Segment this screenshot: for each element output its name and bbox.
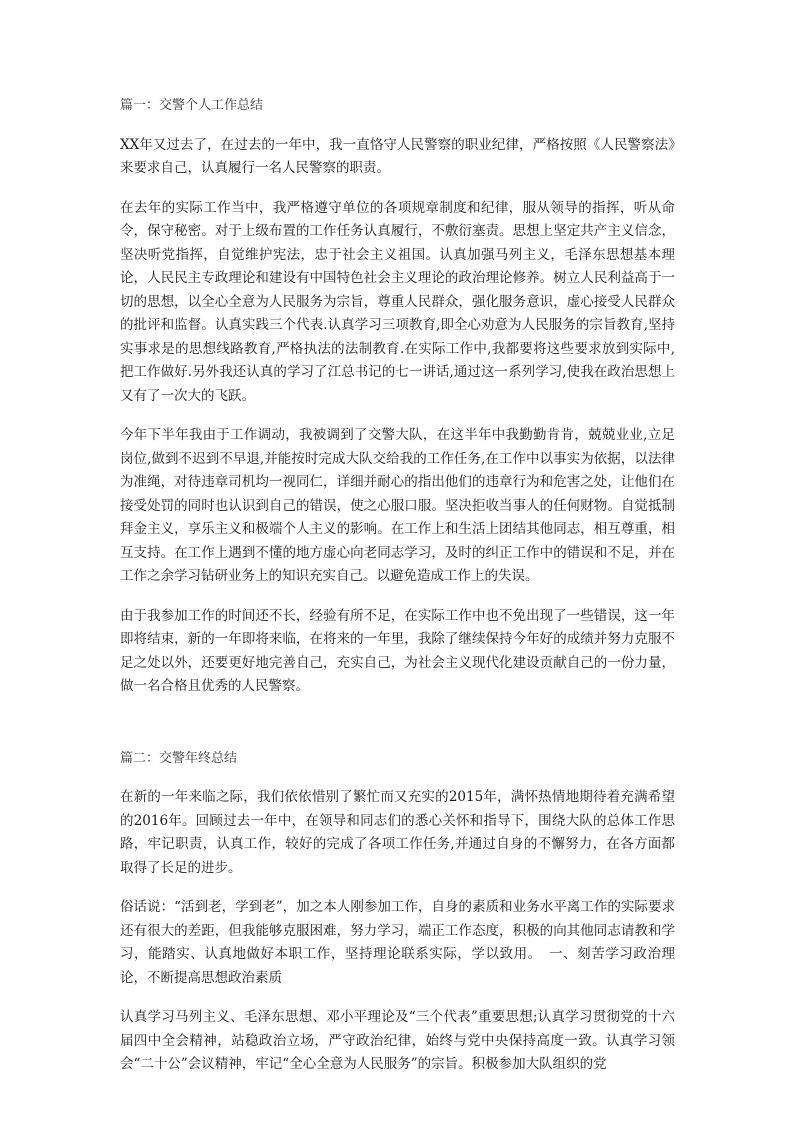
- paragraph-1-3: 今年下半年我由于工作调动，我被调到了交警大队，在这半年中我勤勤肯肯，兢兢业业,立足岗位,做到不迟到不早退,并能按时完成大队交给我的工作任务,在工作中以事实为依据，以法律为准绳，对待违章司机均一视同仁，详细并耐心的指出他们的违章行为和危害之处，让他们在接受处罚的同时也认识到自己的错误，使之心服口服。坚决拒收当事人的任何财物。自觉抵制拜金主义，享乐主义和极端个人主义的影响。在工作上和生活上团结其他同志，相互尊重，相互支持。在工作上遇到不懂的地方虚心向老同志学习，及时的纠正工作中的错误和不足，并在工作之余学习钻研业务上的知识充实自己。以避免造成工作上的失误。: [120, 427, 675, 584]
- document-page: [120, 94, 675, 1077]
- paragraph-1-2: 在去年的实际工作当中，我严格遵守单位的各项规章制度和纪律，服从领导的指挥，听从命令，保守秘密。对于上级布置的工作任务认真履行，不敷衍塞责。思想上坚定共产主义信念，坚决听党指挥，自觉维护宪法，忠于社会主义祖国。认真加强马列主义，毛泽东思想基本理论，人民民主专政理论和建设有中国特色社会主义理论的政治理论修养。树立人民利益高于一切的思想，以全心全意为人民服务为宗旨，尊重人民群众，强化服务意识，虚心接受人民群众的批评和监督。认真实践三个代表.认真学习三项教育,即全心劝意为人民服务的宗旨教育,坚持实事求是的思想线路教育,严格执法的法制教育.在实际工作中,我都要将这些要求放到实际中,把工作做好.另外我还认真的学习了江总书记的七一讲话,通过这一系列学习,使我在政治思想上又有了一次大的飞跃。: [120, 199, 675, 404]
- spacer: [120, 181, 675, 197]
- spacer: [120, 880, 675, 896]
- spacer: [120, 589, 675, 605]
- section-title-1: 篇一：交警个人工作总结: [120, 98, 264, 113]
- spacer: [120, 408, 675, 424]
- spacer: [120, 770, 675, 786]
- paragraph-1-1: XX年又过去了，在过去的一年中，我一直恪守人民警察的职业纪律，严格按照《人民警察法》来要求自己，认真履行一名人民警察的职责。: [120, 136, 675, 176]
- spacer: [120, 990, 675, 1006]
- paragraph-1-4: 由于我参加工作的时间还不长，经验有所不足，在实际工作中也不免出现了一些错误，这一年即将结束，新的一年即将来临，在将来的一年里，我除了继续保持今年好的成绩并努力克服不足之处以外，还要更好地完善自己，充实自己，为社会主义现代化建设贡献自己的一份力量，做一名合格且优秀的人民警察。: [120, 607, 675, 694]
- paragraph-2-1: 在新的一年来临之际，我们依依惜别了繁忙而又充实的2015年，满怀热情地期待着充满希望的2016年。回顾过去一年中，在领导和同志们的悉心关怀和指导下，围绕大队的总体工作思路，牢记职责，认真工作，较好的完成了各项工作任务,并通过自身的不懈努力，在各方面都取得了长足的进步。: [120, 789, 675, 876]
- section-spacer: [120, 699, 675, 747]
- paragraph-2-3: 认真学习马列主义、毛泽东思想、邓小平理论及“三个代表”重要思想;认真学习贯彻党的十六届四中全会精神，站稳政治立场，严守政治纪律，始终与党中央保持高度一致。认真学习领会“二十公”会议精神，牢记“全心全意为人民服务”的宗旨。积极参加大队组织的党: [120, 1009, 675, 1072]
- section-title-2: 篇二：交警年终总结: [120, 750, 238, 766]
- spacer: [120, 118, 675, 134]
- paragraph-2-2: 俗话说：“活到老，学到老”，加之本人刚参加工作，自身的素质和业务水平离工作的实际要求还有很大的差距，但我能够克服困难，努力学习，端正工作态度，积极的向其他同志请教和学习，能踏实、认真地做好本职工作，坚持理论联系实际，学以致用。 一、刻苦学习政治理论，不断提高思想政治素质: [120, 899, 675, 986]
